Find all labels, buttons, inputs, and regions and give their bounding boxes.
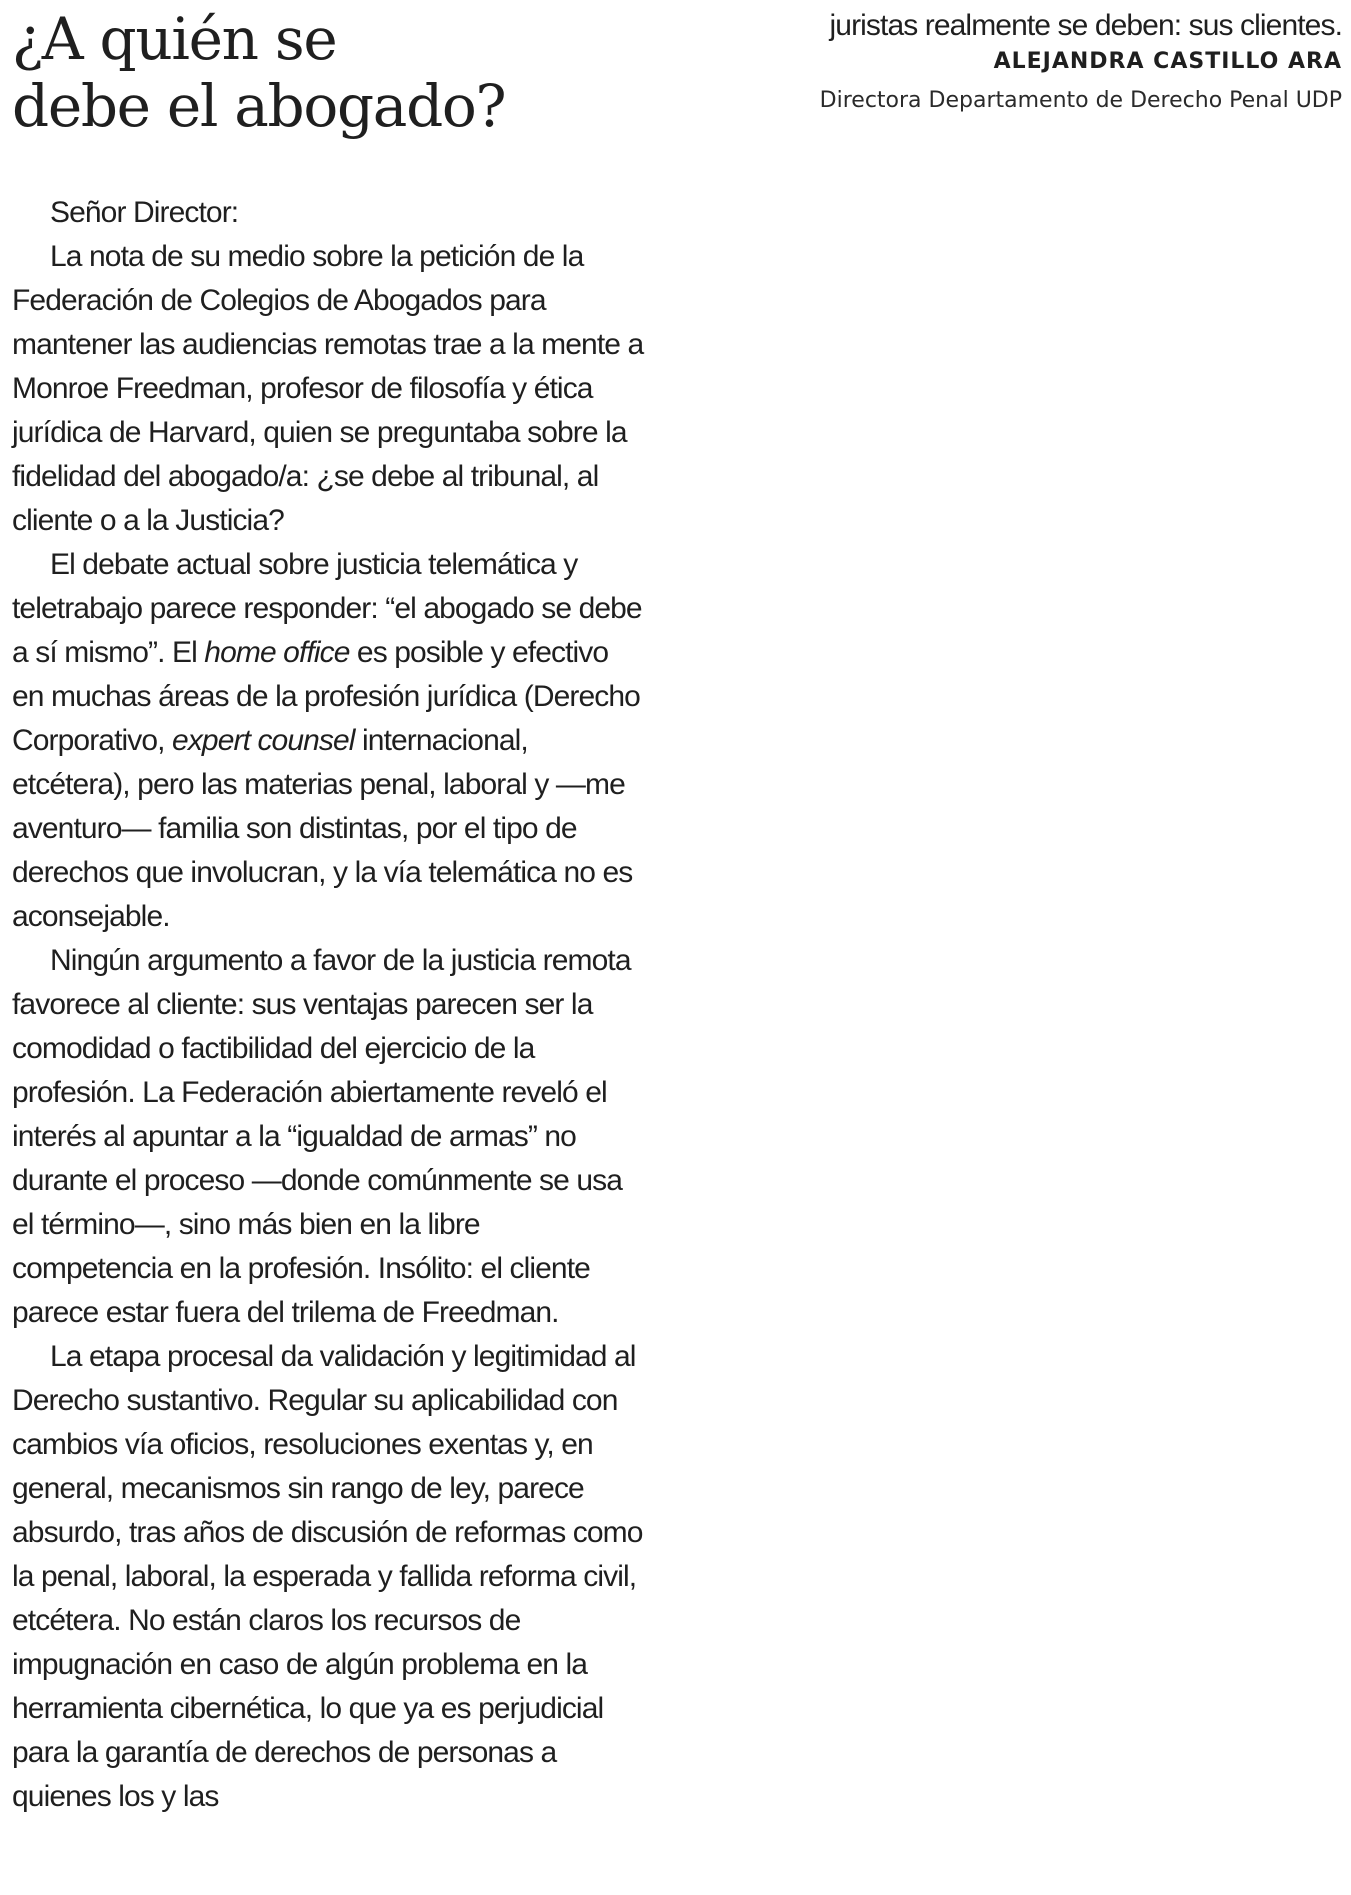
signature-author: ALEJANDRA CASTILLO ARA xyxy=(993,49,1342,74)
letter-paragraph-2 xyxy=(12,543,644,939)
p2-text-a: El debate actual sobre justicia telemática y teletrabajo parece responder: “el abogado se debe a sí mismo”. El xyxy=(12,548,642,669)
letter-paragraph-4: La etapa procesal da validación y legitimidad al Derecho sustantivo. Regular su aplicabilidad con cambios vía oficios, resoluciones exentas y, en general, mecanismos sin rango de ley, parece absurdo, tras años de discusión de reformas como la penal, laboral, la esperada y fallida reforma civil, etcétera. No están claros los recursos de impugnación en caso de algún problema en la herramienta cibernética, lo que ya es perjudicial para la garantía de derechos de personas a quienes los y las xyxy=(12,1340,643,1813)
p2-emphasis-expert-counsel: expert counsel xyxy=(172,724,355,757)
letter-body-left-column xyxy=(12,191,644,1819)
headline xyxy=(12,6,572,140)
signature-role: Directora Departamento de Derecho Penal UDP xyxy=(819,88,1342,113)
headline-line-1: ¿A quién se xyxy=(12,5,337,73)
letter-paragraph-3: Ningún argumento a favor de la justicia remota favorece al cliente: sus ventajas parecen ser la comodidad o factibilidad del ejercicio de la profesión. La Federación abiertamente reveló el interés al apuntar a la “igualdad de armas” no durante el proceso —donde comúnmente se usa el término—, sino más bien en la libre competencia en la profesión. Insólito: el cliente parece estar fuera del trilema de Freedman. xyxy=(12,944,631,1329)
letter-salutation: Señor Director: xyxy=(50,196,239,229)
letter-continuation: juristas realmente se deben: sus clientes. xyxy=(829,9,1342,42)
headline-line-2: debe el abogado? xyxy=(12,72,506,140)
letter-paragraph-1: La nota de su medio sobre la petición de la Federación de Colegios de Abogados para mantener las audiencias remotas trae a la mente a Monroe Freedman, profesor de filosofía y ética jurídica de Harvard, quien se preguntaba sobre la fidelidad del abogado/a: ¿se debe al tribunal, al cliente o a la Justicia? xyxy=(12,240,644,537)
p2-text-c: internacional, etcétera), pero las materias penal, laboral y —me aventuro— familia son distintas, por el tipo de derechos que involucran, y la vía telemática no es aconsejable. xyxy=(12,724,633,933)
p2-emphasis-home-office: home office xyxy=(204,636,350,669)
letter-right-column xyxy=(712,6,1342,124)
p2-text-b: es posible y efectivo en muchas áreas de la profesión jurídica (Derecho Corporativo, xyxy=(12,636,640,757)
